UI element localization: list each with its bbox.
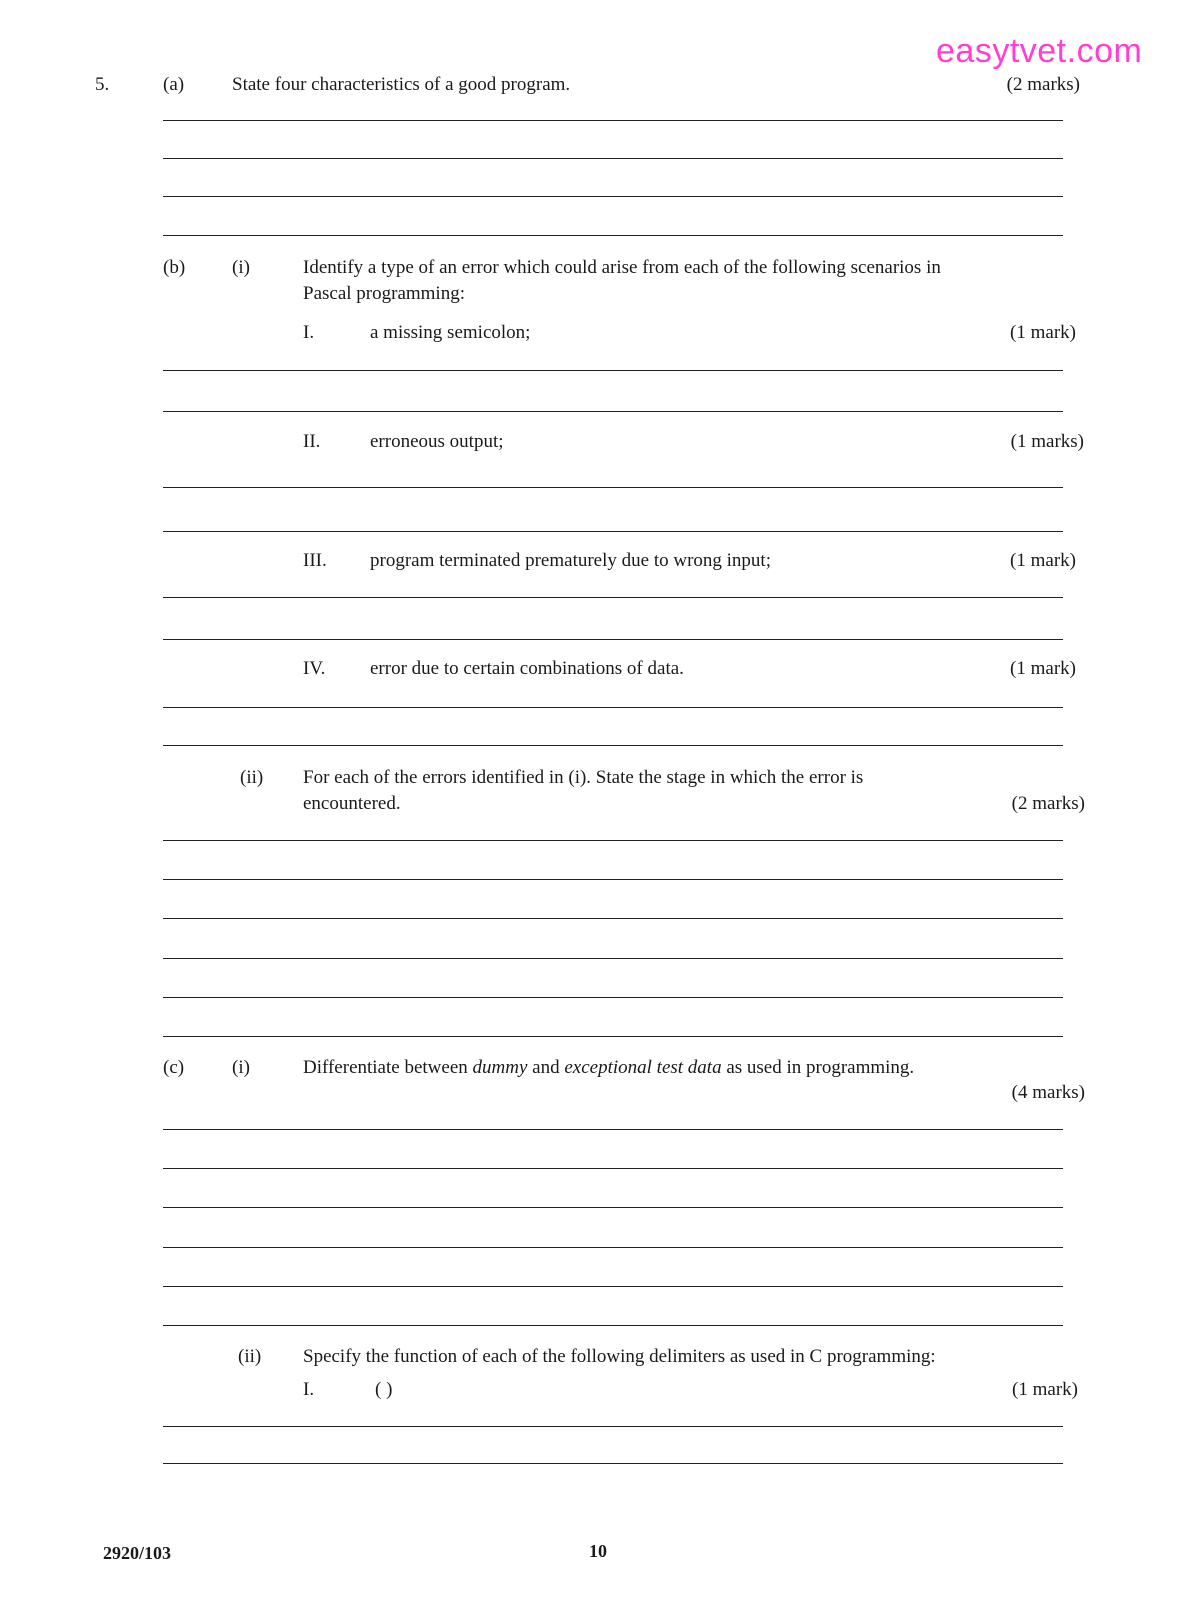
item-number: IV.	[303, 658, 326, 679]
item-text: error due to certain combinations of data.	[370, 658, 684, 679]
part-b-i-label: (i)	[232, 257, 250, 278]
item-number: II.	[303, 431, 321, 452]
part-b-i-text-line1: Identify a type of an error which could arise from each of the following scenarios in	[303, 257, 941, 278]
term-exceptional-test-data: exceptional test data	[564, 1057, 722, 1078]
item-marks: (1 marks)	[1010, 431, 1084, 452]
item-number: III.	[303, 550, 327, 571]
answer-line[interactable]	[163, 487, 1063, 488]
text-segment: and	[527, 1057, 565, 1078]
answer-line[interactable]	[163, 840, 1063, 841]
part-a-label: (a)	[163, 74, 185, 95]
answer-line[interactable]	[163, 1426, 1063, 1427]
answer-line[interactable]	[163, 1247, 1063, 1248]
page-number: 10	[589, 1541, 607, 1561]
part-c-i-label: (i)	[232, 1057, 250, 1078]
answer-line[interactable]	[163, 370, 1063, 371]
part-a-text: State four characteristics of a good program.	[232, 74, 571, 95]
answer-line[interactable]	[163, 1325, 1063, 1326]
term-dummy: dummy	[472, 1057, 528, 1078]
answer-line[interactable]	[163, 158, 1063, 159]
part-b-ii-text-line2: encountered.	[303, 793, 401, 814]
answer-line[interactable]	[163, 745, 1063, 746]
text-segment: as used in programming.	[721, 1057, 915, 1078]
answer-line[interactable]	[163, 1207, 1063, 1208]
item-text: ( )	[375, 1379, 393, 1400]
answer-line[interactable]	[163, 1036, 1063, 1037]
answer-line[interactable]	[163, 958, 1063, 959]
answer-line[interactable]	[163, 879, 1063, 880]
answer-line[interactable]	[163, 997, 1063, 998]
item-marks: (1 mark)	[1010, 550, 1076, 571]
answer-line[interactable]	[163, 918, 1063, 919]
part-b-ii-marks: (2 marks)	[1011, 793, 1085, 814]
item-text: program terminated prematurely due to wrong input;	[370, 550, 771, 571]
answer-line[interactable]	[163, 531, 1063, 532]
answer-line[interactable]	[163, 411, 1063, 412]
part-b-ii-text-line1: For each of the errors identified in (i). State the stage in which the error is	[303, 767, 864, 788]
answer-line[interactable]	[163, 1168, 1063, 1169]
answer-line[interactable]	[163, 707, 1063, 708]
answer-line[interactable]	[163, 597, 1063, 598]
answer-line[interactable]	[163, 1129, 1063, 1130]
item-text: a missing semicolon;	[370, 322, 531, 343]
watermark: easytvet.com	[936, 32, 1143, 70]
part-c-i-marks: (4 marks)	[1011, 1082, 1085, 1103]
part-b-ii-label: (ii)	[240, 767, 264, 788]
part-a-marks: (2 marks)	[1006, 74, 1080, 95]
part-c-ii-marks: (1 mark)	[1012, 1379, 1078, 1400]
answer-line[interactable]	[163, 235, 1063, 236]
item-marks: (1 mark)	[1010, 322, 1076, 343]
answer-line[interactable]	[163, 639, 1063, 640]
item-marks: (1 mark)	[1010, 658, 1076, 679]
part-b-i-text-line2: Pascal programming:	[303, 283, 465, 304]
answer-line[interactable]	[163, 1463, 1063, 1464]
text-segment: Differentiate between	[303, 1057, 473, 1078]
item-text: erroneous output;	[370, 431, 504, 452]
part-c-ii-label: (ii)	[238, 1346, 262, 1367]
answer-line[interactable]	[163, 1286, 1063, 1287]
part-c-label: (c)	[163, 1057, 185, 1078]
paper-code: 2920/103	[103, 1543, 172, 1563]
part-b-label: (b)	[163, 257, 186, 278]
item-number: I.	[303, 322, 315, 343]
answer-line[interactable]	[163, 120, 1063, 121]
part-c-i-text	[303, 1056, 914, 1080]
question-number: 5.	[95, 74, 110, 95]
answer-line[interactable]	[163, 196, 1063, 197]
part-c-ii-text: Specify the function of each of the following delimiters as used in C programming:	[303, 1346, 936, 1367]
item-number: I.	[303, 1379, 315, 1400]
